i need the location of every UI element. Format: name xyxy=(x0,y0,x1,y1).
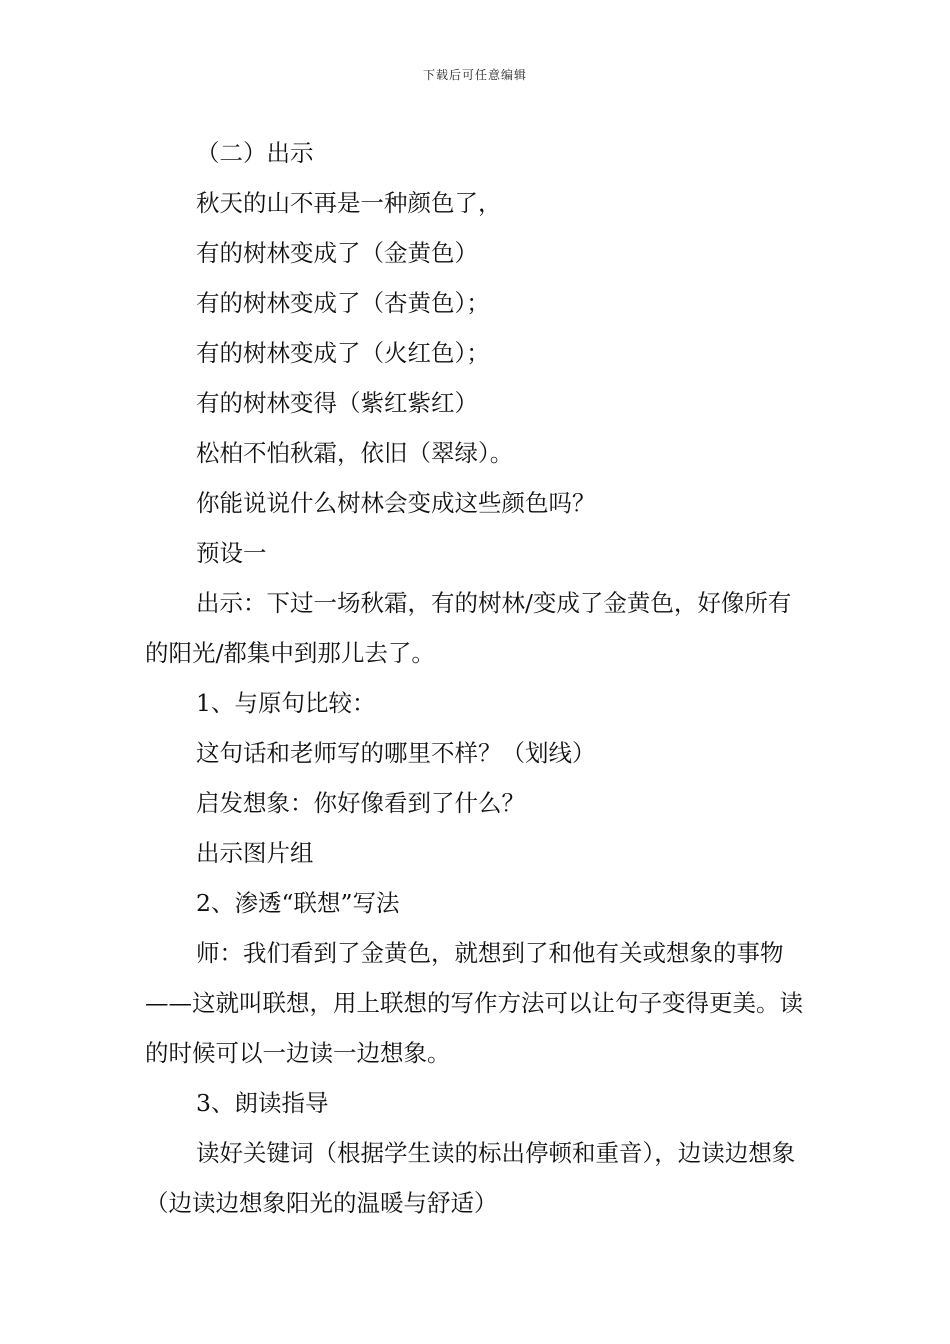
paragraph-line: 预设一 xyxy=(196,539,267,567)
paragraph-section-heading: （二）出示 xyxy=(196,139,314,167)
paragraph-line: 3、朗读指导 xyxy=(196,1089,329,1117)
paragraph-line: 松柏不怕秋霜，依旧（翠绿）。 xyxy=(196,439,514,467)
paragraph-line: 有的树林变成了（金黄色） xyxy=(196,239,478,267)
paragraph-line: 秋天的山不再是一种颜色了， xyxy=(196,189,502,217)
paragraph-line: 有的树林变得（紫红紫红） xyxy=(196,389,478,417)
paragraph-line: 出示：下过一场秋霜，有的树林/变成了金黄色，好像所有的阳光/都集中到那儿去了。 xyxy=(145,589,792,667)
paragraph-line: 师：我们看到了金黄色，就想到了和他有关或想象的事物——这就叫联想，用上联想的写作方法可以让句子变得更美。读的时候可以一边读一边想象。 xyxy=(145,939,803,1067)
paragraph-line: 这句话和老师写的哪里不样？（划线） xyxy=(196,739,596,767)
paragraph-line: 有的树林变成了（杏黄色）； xyxy=(196,289,490,317)
document-body xyxy=(145,128,809,1228)
paragraph-line: 1、与原句比较： xyxy=(196,689,376,717)
paragraph-line: 读好关键词（根据学生读的标出停顿和重音），边读边想象（边读边想象阳光的温暖与舒适） xyxy=(145,1139,796,1217)
paragraph-line: 你能说说什么树林会变成这些颜色吗？ xyxy=(196,489,596,517)
paragraph-line: 有的树林变成了（火红色）； xyxy=(196,339,490,367)
paragraph-line: 启发想象：你好像看到了什么？ xyxy=(196,789,525,817)
paragraph-line: 2、渗透“联想”写法 xyxy=(196,889,400,917)
paragraph-line: 出示图片组 xyxy=(196,839,314,867)
page-header: 下载后可任意编辑 xyxy=(422,68,527,82)
